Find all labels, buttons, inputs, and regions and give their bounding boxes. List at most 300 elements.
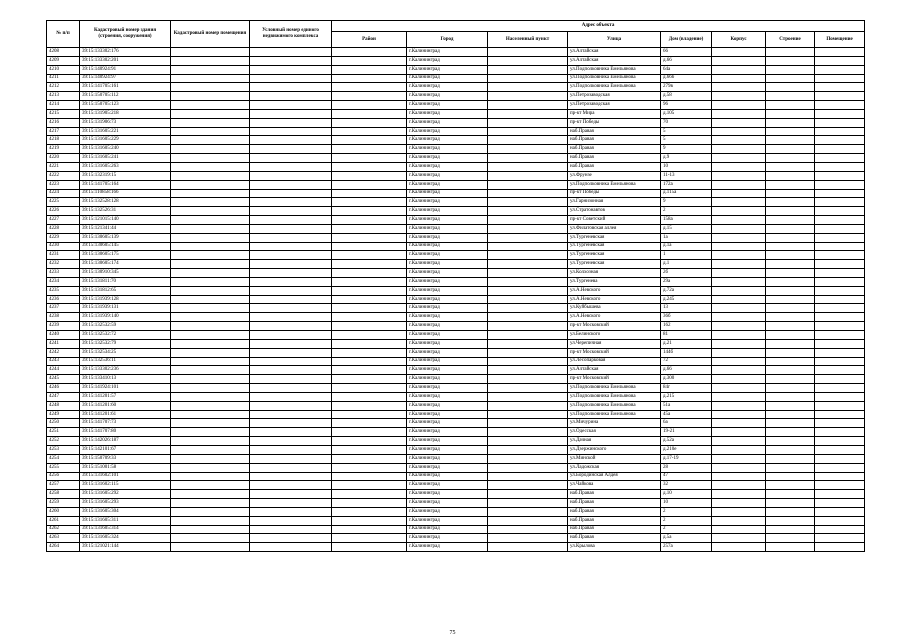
table-row	[47, 428, 865, 437]
cell-num: 4235	[47, 286, 80, 295]
cell-city: г.Калининград	[407, 375, 488, 384]
cell-building	[766, 357, 815, 366]
cell-settlement	[488, 445, 568, 454]
cell-room	[815, 392, 865, 401]
cell-room-cadastral	[171, 295, 250, 304]
cell-settlement	[488, 109, 568, 118]
cell-building	[766, 269, 815, 278]
table-row	[47, 401, 865, 410]
cell-city: г.Калининград	[407, 269, 488, 278]
cell-room	[815, 145, 865, 154]
cell-district	[332, 490, 407, 499]
cell-house: 72	[661, 357, 712, 366]
cell-num: 4232	[47, 260, 80, 269]
cell-num: 4210	[47, 65, 80, 74]
cell-cadastral: 39:15:132534:25	[80, 348, 171, 357]
cell-city: г.Калининград	[407, 109, 488, 118]
table-row	[47, 242, 865, 251]
cell-building	[766, 198, 815, 207]
cell-district	[332, 154, 407, 163]
cell-building	[766, 224, 815, 233]
cell-house: 1а	[661, 233, 712, 242]
cell-building	[766, 499, 815, 508]
cell-house: 9	[661, 198, 712, 207]
cell-house: 2	[661, 525, 712, 534]
cell-street: наб.Правая	[568, 507, 661, 516]
cell-settlement	[488, 437, 568, 446]
cell-room-cadastral	[171, 313, 250, 322]
cell-room-cadastral	[171, 419, 250, 428]
cell-city: г.Калининград	[407, 171, 488, 180]
cell-city: г.Калининград	[407, 242, 488, 251]
header-room: Помещение	[815, 32, 865, 48]
cell-conditional	[250, 481, 332, 490]
cell-district	[332, 313, 407, 322]
table-row	[47, 207, 865, 216]
cell-city: г.Калининград	[407, 145, 488, 154]
cell-room-cadastral	[171, 127, 250, 136]
cell-num: 4247	[47, 392, 80, 401]
registry-table	[46, 20, 865, 552]
cell-street: ул.Тургеневская	[568, 260, 661, 269]
table-row	[47, 260, 865, 269]
cell-korpus	[712, 48, 766, 57]
cell-room-cadastral	[171, 357, 250, 366]
header-conditional: Условный номер единого недвижимого комплекса	[250, 21, 332, 48]
cell-settlement	[488, 331, 568, 340]
cell-korpus	[712, 525, 766, 534]
cell-room	[815, 118, 865, 127]
cell-room	[815, 534, 865, 543]
cell-room-cadastral	[171, 437, 250, 446]
cell-room	[815, 92, 865, 101]
cell-room-cadastral	[171, 180, 250, 189]
cell-cadastral: 39:15:132532:59	[80, 322, 171, 331]
cell-building	[766, 286, 815, 295]
cell-district	[332, 233, 407, 242]
cell-house: д.9	[661, 154, 712, 163]
cell-num: 4229	[47, 233, 80, 242]
cell-num: 4214	[47, 101, 80, 110]
cell-num: 4236	[47, 295, 80, 304]
table-row	[47, 304, 865, 313]
cell-num: 4264	[47, 543, 80, 552]
cell-room	[815, 428, 865, 437]
table-row	[47, 445, 865, 454]
cell-street: ул.Алтайская	[568, 56, 661, 65]
cell-district	[332, 260, 407, 269]
cell-district	[332, 392, 407, 401]
cell-building	[766, 322, 815, 331]
cell-room	[815, 171, 865, 180]
cell-cadastral: 39:15:133302:236	[80, 366, 171, 375]
cell-building	[766, 136, 815, 145]
cell-city: г.Калининград	[407, 339, 488, 348]
cell-korpus	[712, 162, 766, 171]
header-cadastral-room: Кадастровый номер помещения	[171, 21, 250, 48]
cell-room	[815, 154, 865, 163]
cell-city: г.Калининград	[407, 543, 488, 552]
cell-district	[332, 410, 407, 419]
cell-city: г.Калининград	[407, 401, 488, 410]
cell-room	[815, 445, 865, 454]
cell-city: г.Калининград	[407, 65, 488, 74]
cell-street: ул.Подполковника Емельянова	[568, 401, 661, 410]
table-row	[47, 189, 865, 198]
cell-room	[815, 101, 865, 110]
table-row	[47, 251, 865, 260]
cell-city: г.Калининград	[407, 392, 488, 401]
cell-street: ул.Филатовская аллея	[568, 224, 661, 233]
cell-num: 4212	[47, 83, 80, 92]
cell-cadastral: 39:15:131939:128	[80, 295, 171, 304]
cell-conditional	[250, 101, 332, 110]
cell-house: д.115а	[661, 189, 712, 198]
cell-room	[815, 499, 865, 508]
cell-settlement	[488, 207, 568, 216]
cell-room	[815, 224, 865, 233]
cell-korpus	[712, 410, 766, 419]
cell-cadastral: 39:15:131605:324	[80, 534, 171, 543]
cell-city: г.Калининград	[407, 180, 488, 189]
cell-city: г.Калининград	[407, 216, 488, 225]
cell-settlement	[488, 171, 568, 180]
cell-cadastral: 39:15:121341:44	[80, 224, 171, 233]
cell-num: 4241	[47, 339, 80, 348]
cell-room-cadastral	[171, 277, 250, 286]
cell-building	[766, 516, 815, 525]
cell-building	[766, 251, 815, 260]
cell-city: г.Калининград	[407, 48, 488, 57]
cell-building	[766, 189, 815, 198]
cell-room	[815, 286, 865, 295]
cell-settlement	[488, 295, 568, 304]
cell-city: г.Калининград	[407, 286, 488, 295]
cell-conditional	[250, 357, 332, 366]
cell-street: ул.Крылова	[568, 543, 661, 552]
cell-conditional	[250, 313, 332, 322]
cell-room-cadastral	[171, 384, 250, 393]
cell-district	[332, 357, 407, 366]
cell-num: 4255	[47, 463, 80, 472]
cell-district	[332, 534, 407, 543]
cell-city: г.Калининград	[407, 454, 488, 463]
cell-korpus	[712, 490, 766, 499]
cell-num: 4222	[47, 171, 80, 180]
cell-korpus	[712, 65, 766, 74]
cell-cadastral: 39:15:150705:112	[80, 92, 171, 101]
cell-city: г.Калининград	[407, 295, 488, 304]
cell-korpus	[712, 109, 766, 118]
cell-conditional	[250, 437, 332, 446]
cell-korpus	[712, 189, 766, 198]
header-address-group: Адрес объекта	[332, 21, 865, 32]
cell-num: 4240	[47, 331, 80, 340]
cell-street: наб.Правая	[568, 516, 661, 525]
table-row	[47, 410, 865, 419]
cell-korpus	[712, 419, 766, 428]
cell-city: г.Калининград	[407, 83, 488, 92]
cell-cadastral: 39:15:141201:61	[80, 410, 171, 419]
table-row	[47, 543, 865, 552]
cell-building	[766, 242, 815, 251]
cell-cadastral: 39:15:131605:292	[80, 490, 171, 499]
cell-district	[332, 162, 407, 171]
cell-room	[815, 481, 865, 490]
cell-conditional	[250, 277, 332, 286]
cell-room-cadastral	[171, 348, 250, 357]
cell-house: 2б	[661, 269, 712, 278]
cell-korpus	[712, 428, 766, 437]
cell-city: г.Калининград	[407, 92, 488, 101]
cell-street: ул.А.Невского	[568, 295, 661, 304]
cell-street: ул.Мичурина	[568, 419, 661, 428]
cell-settlement	[488, 375, 568, 384]
cell-conditional	[250, 516, 332, 525]
cell-building	[766, 392, 815, 401]
table-row	[47, 499, 865, 508]
cell-building	[766, 339, 815, 348]
cell-room-cadastral	[171, 454, 250, 463]
cell-room-cadastral	[171, 162, 250, 171]
cell-building	[766, 481, 815, 490]
cell-house: 64а	[661, 65, 712, 74]
cell-city: г.Калининград	[407, 384, 488, 393]
cell-cadastral: 39:15:133410:13	[80, 375, 171, 384]
cell-cadastral: 39:15:131605:240	[80, 145, 171, 154]
cell-building	[766, 260, 815, 269]
cell-city: г.Калининград	[407, 162, 488, 171]
cell-cadastral: 39:15:131939:140	[80, 313, 171, 322]
cell-district	[332, 348, 407, 357]
cell-korpus	[712, 277, 766, 286]
cell-settlement	[488, 189, 568, 198]
cell-settlement	[488, 154, 568, 163]
cell-street: ул.Подполковника Емельянова	[568, 83, 661, 92]
cell-building	[766, 507, 815, 516]
cell-settlement	[488, 392, 568, 401]
table-row	[47, 216, 865, 225]
cell-house: д.21	[661, 339, 712, 348]
table-row	[47, 65, 865, 74]
cell-street: ул.А.Невского	[568, 313, 661, 322]
cell-cadastral: 39:15:132536:11	[80, 357, 171, 366]
cell-room-cadastral	[171, 154, 250, 163]
cell-district	[332, 437, 407, 446]
cell-district	[332, 65, 407, 74]
cell-room-cadastral	[171, 525, 250, 534]
cell-house: 144б	[661, 348, 712, 357]
cell-conditional	[250, 242, 332, 251]
cell-room	[815, 233, 865, 242]
cell-building	[766, 348, 815, 357]
cell-room	[815, 48, 865, 57]
cell-korpus	[712, 224, 766, 233]
table-row	[47, 198, 865, 207]
cell-house: 158а	[661, 216, 712, 225]
cell-street: ул.Одесская	[568, 428, 661, 437]
cell-room-cadastral	[171, 401, 250, 410]
cell-conditional	[250, 392, 332, 401]
cell-street: ул.Куйбышева	[568, 304, 661, 313]
cell-room	[815, 109, 865, 118]
cell-room	[815, 189, 865, 198]
cell-street: пр-кт Московский	[568, 322, 661, 331]
cell-korpus	[712, 56, 766, 65]
cell-conditional	[250, 286, 332, 295]
cell-korpus	[712, 216, 766, 225]
cell-room	[815, 269, 865, 278]
cell-room-cadastral	[171, 322, 250, 331]
cell-building	[766, 118, 815, 127]
cell-city: г.Калининград	[407, 56, 488, 65]
cell-cadastral: 39:15:132532:79	[80, 339, 171, 348]
cell-cadastral: 39:15:131605:221	[80, 127, 171, 136]
cell-house: д.10	[661, 490, 712, 499]
cell-building	[766, 277, 815, 286]
cell-street: ул.Фрунзе	[568, 171, 661, 180]
cell-building	[766, 48, 815, 57]
cell-district	[332, 180, 407, 189]
cell-building	[766, 109, 815, 118]
cell-settlement	[488, 242, 568, 251]
cell-street: ул.А.Невского	[568, 286, 661, 295]
cell-district	[332, 198, 407, 207]
cell-conditional	[250, 145, 332, 154]
cell-korpus	[712, 472, 766, 481]
cell-room-cadastral	[171, 92, 250, 101]
cell-conditional	[250, 92, 332, 101]
cell-city: г.Калининград	[407, 313, 488, 322]
cell-district	[332, 56, 407, 65]
cell-cadastral: 39:15:131602:115	[80, 481, 171, 490]
cell-korpus	[712, 101, 766, 110]
cell-room	[815, 454, 865, 463]
cell-room-cadastral	[171, 171, 250, 180]
cell-room-cadastral	[171, 83, 250, 92]
cell-num: 4243	[47, 357, 80, 366]
cell-district	[332, 118, 407, 127]
cell-street: наб.Правая	[568, 525, 661, 534]
cell-room-cadastral	[171, 136, 250, 145]
cell-room-cadastral	[171, 118, 250, 127]
cell-street: ул.Подполковника Емельянова	[568, 410, 661, 419]
cell-district	[332, 251, 407, 260]
table-row	[47, 331, 865, 340]
cell-room-cadastral	[171, 224, 250, 233]
cell-korpus	[712, 392, 766, 401]
cell-room-cadastral	[171, 472, 250, 481]
cell-street: пр-кт Советский	[568, 216, 661, 225]
cell-building	[766, 233, 815, 242]
cell-cadastral: 39:15:133302:176	[80, 48, 171, 57]
cell-settlement	[488, 499, 568, 508]
cell-conditional	[250, 472, 332, 481]
cell-building	[766, 384, 815, 393]
cell-street: наб.Правая	[568, 145, 661, 154]
cell-building	[766, 534, 815, 543]
cell-city: г.Калининград	[407, 463, 488, 472]
cell-conditional	[250, 304, 332, 313]
table-row	[47, 348, 865, 357]
cell-settlement	[488, 481, 568, 490]
cell-cadastral: 39:15:141201:57	[80, 392, 171, 401]
cell-num: 4221	[47, 162, 80, 171]
cell-district	[332, 428, 407, 437]
cell-city: г.Калининград	[407, 428, 488, 437]
cell-room-cadastral	[171, 445, 250, 454]
cell-settlement	[488, 516, 568, 525]
table-row	[47, 269, 865, 278]
cell-korpus	[712, 313, 766, 322]
cell-city: г.Калининград	[407, 118, 488, 127]
cell-street: пр-кт Победы	[568, 118, 661, 127]
cell-korpus	[712, 295, 766, 304]
cell-num: 4256	[47, 472, 80, 481]
cell-settlement	[488, 534, 568, 543]
cell-num: 4226	[47, 207, 80, 216]
cell-room-cadastral	[171, 543, 250, 552]
cell-num: 4209	[47, 56, 80, 65]
cell-house: 32	[661, 481, 712, 490]
cell-building	[766, 207, 815, 216]
cell-conditional	[250, 118, 332, 127]
table-row	[47, 339, 865, 348]
cell-conditional	[250, 322, 332, 331]
cell-korpus	[712, 180, 766, 189]
cell-district	[332, 74, 407, 83]
cell-street: ул.Чайкова	[568, 481, 661, 490]
cell-room-cadastral	[171, 366, 250, 375]
cell-room-cadastral	[171, 507, 250, 516]
cell-settlement	[488, 507, 568, 516]
cell-house: 81	[661, 331, 712, 340]
cell-korpus	[712, 145, 766, 154]
cell-district	[332, 445, 407, 454]
table-row	[47, 92, 865, 101]
cell-house: д.215	[661, 392, 712, 401]
cell-room-cadastral	[171, 428, 250, 437]
cell-district	[332, 207, 407, 216]
cell-korpus	[712, 304, 766, 313]
cell-street: ул.Минской	[568, 454, 661, 463]
cell-house: 2	[661, 516, 712, 525]
cell-building	[766, 154, 815, 163]
cell-settlement	[488, 286, 568, 295]
cell-room-cadastral	[171, 304, 250, 313]
cell-settlement	[488, 216, 568, 225]
cell-building	[766, 101, 815, 110]
cell-room	[815, 339, 865, 348]
cell-building	[766, 472, 815, 481]
cell-room	[815, 65, 865, 74]
cell-settlement	[488, 277, 568, 286]
cell-conditional	[250, 339, 332, 348]
cell-house: 1	[661, 251, 712, 260]
cell-district	[332, 463, 407, 472]
cell-settlement	[488, 366, 568, 375]
cell-house: 47	[661, 472, 712, 481]
table-row	[47, 437, 865, 446]
cell-conditional	[250, 463, 332, 472]
cell-num: 4215	[47, 109, 80, 118]
cell-city: г.Калининград	[407, 154, 488, 163]
cell-conditional	[250, 507, 332, 516]
cell-district	[332, 366, 407, 375]
cell-street: пр-кт Московский	[568, 348, 661, 357]
cell-korpus	[712, 339, 766, 348]
cell-room-cadastral	[171, 48, 250, 57]
